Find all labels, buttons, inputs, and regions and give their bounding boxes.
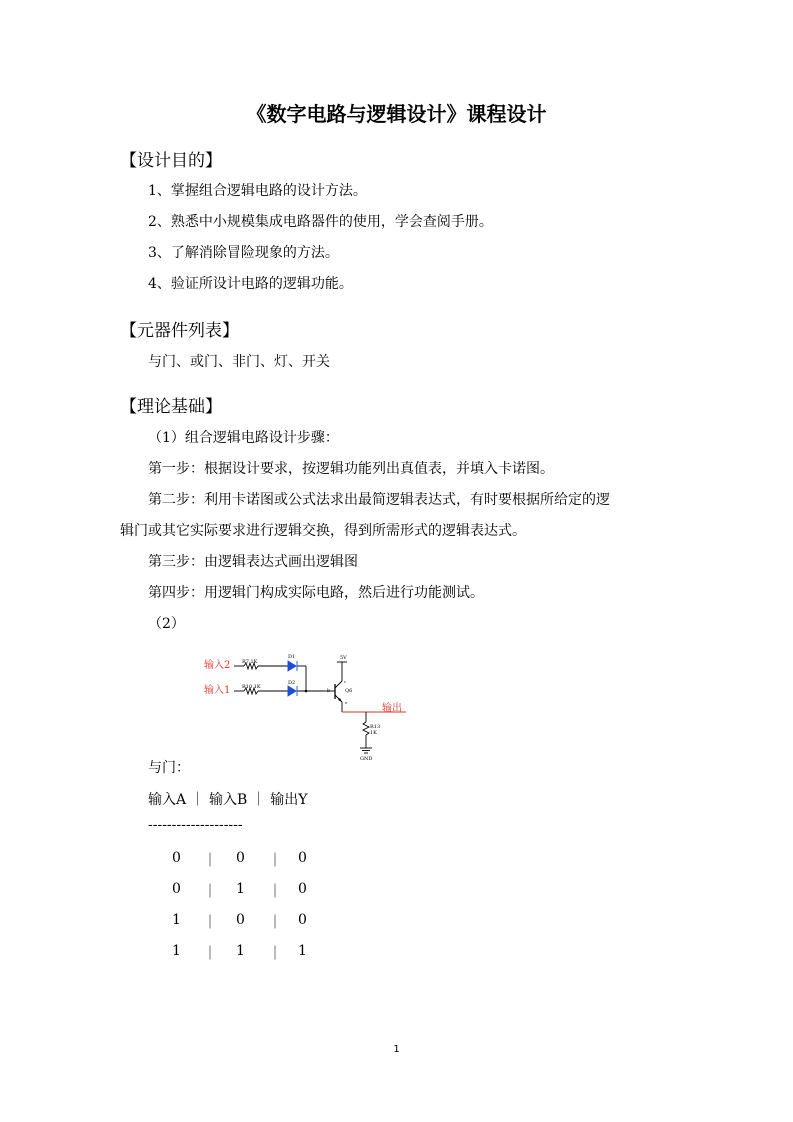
cell-separator: ｜ xyxy=(203,946,217,962)
purpose-item-4: 4、验证所设计电路的逻辑功能。 xyxy=(148,276,353,292)
diode-d1-label: D1 xyxy=(288,654,296,660)
theory-step-1: 第一步：根据设计要求，按逻辑功能列出真值表，并填入卡诺图。 xyxy=(148,461,554,477)
theory-step-2-line-2: 辑门或其它实际要求进行逻辑交换，得到所需形式的逻辑表达式。 xyxy=(120,523,526,539)
theory-step-3: 第三步：由逻辑表达式画出逻辑图 xyxy=(148,554,358,570)
resistor-r13-label: R13 xyxy=(370,724,381,730)
cell-separator: ｜ xyxy=(268,946,282,962)
heading-design-purpose: 【设计目的】 xyxy=(120,151,222,171)
diode-d2-label: D2 xyxy=(288,680,296,686)
component-list-text: 与门、或门、非门、灯、开关 xyxy=(148,354,330,370)
cell-input-b: 1 xyxy=(236,943,245,959)
purpose-item-1: 1、掌握组合逻辑电路的设计方法。 xyxy=(148,183,367,199)
purpose-item-3: 3、了解消除冒险现象的方法。 xyxy=(148,245,339,261)
circuit-junction-dot xyxy=(305,690,308,693)
and-gate-circuit-diagram xyxy=(196,648,416,766)
cell-output-y: 0 xyxy=(298,881,307,897)
cell-input-b: 0 xyxy=(236,912,245,928)
ground-label: GND xyxy=(360,756,373,762)
cell-input-a: 0 xyxy=(172,881,181,897)
and-gate-label: 与门： xyxy=(148,760,190,776)
transistor-emitter-label: e xyxy=(345,700,348,705)
cell-input-b: 1 xyxy=(236,881,245,897)
cell-separator: ｜ xyxy=(203,884,217,900)
heading-component-list: 【元器件列表】 xyxy=(120,321,239,341)
cell-output-y: 1 xyxy=(298,943,307,959)
theory-step-2-line-1: 第二步：利用卡诺图或公式法求出最简逻辑表达式，有时要根据所给定的逻 xyxy=(148,492,610,508)
resistor-r7-label: R7 1K xyxy=(242,659,258,665)
cell-input-a: 0 xyxy=(172,850,181,866)
cell-input-a: 1 xyxy=(172,912,181,928)
cell-separator: ｜ xyxy=(268,915,282,931)
truth-table-header: 输入A ｜ 输入B ｜ 输出Y xyxy=(148,792,308,808)
resistor-r13-value: 1K xyxy=(370,730,377,736)
page-number: 1 xyxy=(393,1044,400,1055)
circuit-input-2-label: 输入2 xyxy=(204,660,231,671)
heading-theory-basis: 【理论基础】 xyxy=(120,397,222,417)
transistor-base-label: b xyxy=(327,688,331,694)
truth-table-divider: -------------------- xyxy=(148,817,243,833)
circuit-input-1-label: 输入1 xyxy=(204,685,231,696)
cell-separator: ｜ xyxy=(268,853,282,869)
cell-output-y: 0 xyxy=(298,912,307,928)
document-title: 《数字电路与逻辑设计》课程设计 xyxy=(246,102,547,126)
diode-d1-symbol xyxy=(288,661,296,671)
theory-subheading-2: （2） xyxy=(148,616,185,632)
theory-step-4: 第四步：用逻辑门构成实际电路，然后进行功能测试。 xyxy=(148,585,484,601)
transistor-collector-leg xyxy=(335,681,342,688)
cell-input-a: 1 xyxy=(172,943,181,959)
purpose-item-2: 2、熟悉中小规模集成电路器件的使用，学会查阅手册。 xyxy=(148,214,493,230)
cell-separator: ｜ xyxy=(203,853,217,869)
diode-d2-symbol xyxy=(288,686,296,696)
resistor-r10-label: R10 1K xyxy=(242,684,261,690)
cell-separator: ｜ xyxy=(268,884,282,900)
cell-input-b: 0 xyxy=(236,850,245,866)
theory-subheading-1: （1）组合逻辑电路设计步骤： xyxy=(148,430,339,446)
resistor-r13-symbol xyxy=(363,722,369,735)
circuit-output-label: 输出 xyxy=(382,703,402,714)
transistor-name-label: Q6 xyxy=(345,688,353,694)
cell-output-y: 0 xyxy=(298,850,307,866)
vcc-label: 5V xyxy=(340,655,347,661)
transistor-collector-label: c xyxy=(344,679,347,684)
cell-separator: ｜ xyxy=(203,915,217,931)
